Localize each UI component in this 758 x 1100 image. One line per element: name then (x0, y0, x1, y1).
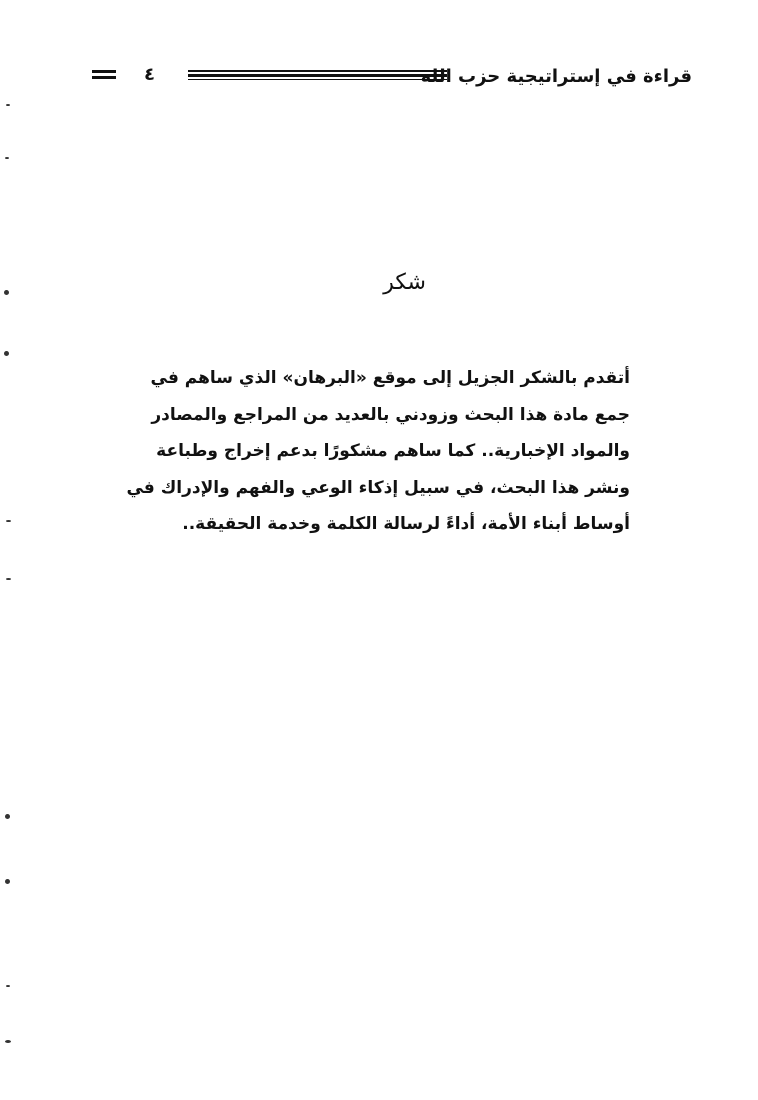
header-rule (188, 70, 447, 80)
paragraph-line: ونشر هذا البحث، في سبيل إذكاء الوعي والفهم والإدراك في (126, 477, 630, 498)
corner-mark-bar (92, 70, 116, 73)
paragraph-line: أوساط أبناء الأمة، أداءً لرسالة الكلمة وخدمة الحقيقة.. (182, 514, 630, 534)
scan-speck (4, 351, 9, 356)
acknowledgement-paragraph (126, 360, 630, 543)
header-rule-line (188, 74, 447, 77)
scan-speck (6, 578, 11, 580)
header-rule-line (188, 70, 447, 72)
scan-speck (5, 814, 10, 819)
corner-mark-bar (92, 76, 116, 79)
section-title: شكر (383, 270, 426, 295)
scan-speck (5, 157, 9, 159)
paragraph-line: جمع مادة هذا البحث وزودني بالعديد من المراجع والمصادر (151, 404, 630, 425)
running-header (92, 58, 692, 98)
scan-speck (5, 879, 10, 884)
page-number: ٤ (144, 64, 155, 85)
scan-speck (4, 290, 9, 295)
scan-speck (5, 1040, 11, 1043)
header-rule-line (188, 79, 447, 80)
scan-speck (6, 104, 10, 106)
header-corner-mark (92, 70, 116, 80)
scan-speck (6, 520, 11, 522)
paragraph-line: أتقدم بالشكر الجزيل إلى موقع «البرهان» الذي ساهم في (150, 368, 630, 388)
book-title: قراءة في إستراتيجية حزب الله (420, 66, 692, 87)
scan-speck (6, 985, 10, 987)
paragraph-line: والمواد الإخبارية.. كما ساهم مشكورًا بدعم إخراج وطباعة (156, 441, 630, 461)
